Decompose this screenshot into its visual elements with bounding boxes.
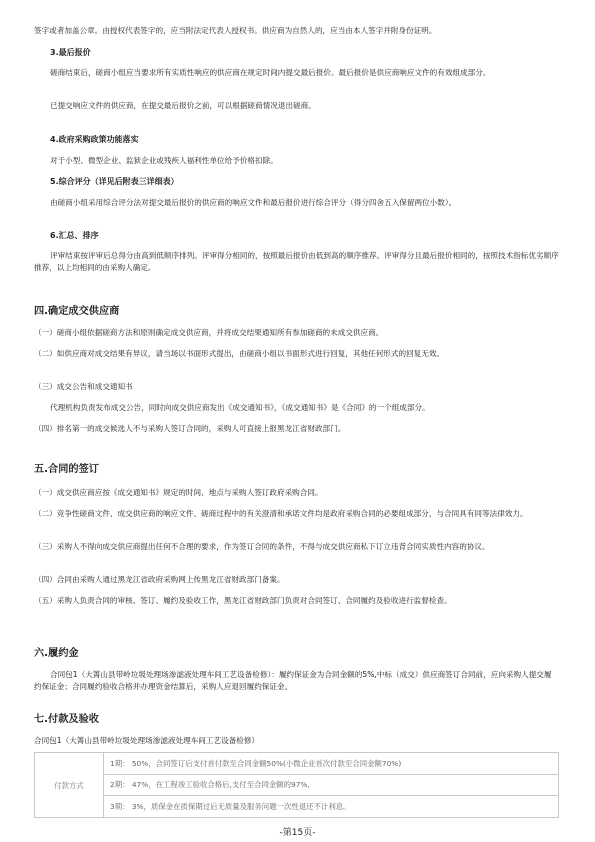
paragraph-5-1: （一）成交供应商应按《成交通知书》规定的时间、地点与采购人签订政府采购合同。	[34, 488, 323, 497]
paragraph-final-quote: 磋商结束后，磋商小组应当要求所有实质性响应的供应商在规定时间内提交最后报价。最后报价是供应商响应文件的有效组成部分。	[50, 68, 491, 77]
payment-term-2: 2期： 47%，在工程竣工验收合格后,支付至合同金额的97%,	[104, 774, 559, 796]
paragraph-withdraw: 已提交响应文件的供应商，在提交最后报价之前，可以根据磋商情况退出磋商。	[50, 101, 316, 110]
paragraph-4-3b: 代理机构负责发布成交公告，同时向成交供应商发出《成交通知书》，《成交通知书》是《合同》的一个组成部分。	[50, 403, 430, 412]
paragraph-5-4: （四）合同由采购人通过黑龙江省政府采购网上传黑龙江省财政部门备案。	[34, 575, 285, 584]
payment-method-label: 付款方式	[35, 753, 104, 818]
section-title-confirm-supplier: 四.确定成交供应商	[34, 306, 120, 317]
subheading-policy: 4.政府采购政策功能落实	[50, 135, 139, 144]
payment-term-3: 3期： 3%，质保金在质保期过后无质量及服务问题一次性退还不计利息。	[104, 796, 559, 818]
paragraph-ranking: 评审结束按评审后总得分由高到低顺序排列。评审得分相同的，按照最后报价由低到高的顺序推荐。评审得分且最后报价相同的，按照技术指标优劣顺序推荐，以上均相同的由采购人确定。	[34, 251, 559, 272]
section-title-performance-bond: 六.履约金	[34, 648, 79, 659]
payment-table	[34, 752, 559, 818]
table-row	[35, 796, 559, 818]
contract-package-label: 合同包1（大箐山县带岭垃圾处理场渗滤液处理车间工艺设备检修）	[34, 736, 260, 745]
paragraph-5-2: （二）竞争性磋商文件、成交供应商的响应文件、磋商过程中的有关澄清和承诺文件均是政府采购合同的必要组成部分，与合同具有同等法律效力。	[34, 509, 528, 518]
paragraph-scoring: 由磋商小组采用综合评分法对提交最后报价的供应商的响应文件和最后报价进行综合评分（得分四舍五入保留两位小数）。	[50, 198, 457, 207]
paragraph-5-5: （五）采购人负责合同的审核、签订、履约及验收工作，黑龙江省财政部门负责对合同签订、合同履约及验收进行监督检查。	[34, 596, 452, 605]
page-number: -第15页-	[279, 828, 316, 838]
subheading-ranking: 6.汇总、排序	[50, 231, 99, 240]
payment-term-1: 1期： 50%，合同签订后支付首付款至合同金额50%(小微企业首次付款至合同金额70%)	[104, 753, 559, 775]
section-title-payment: 七.付款及验收	[34, 714, 99, 725]
table-row	[35, 753, 559, 775]
paragraph-4-2: （二）如供应商对成交结果有异议，请当场以书面形式提出，由磋商小组以书面形式进行回复，其他任何形式的回复无效。	[34, 349, 445, 358]
continuation-line: 签字或者加盖公章。由授权代表签字的，应当附法定代表人授权书。供应商为自然人的，应当由本人签字并附身份证明。	[34, 26, 437, 35]
subheading-scoring: 5.综合评分（详见后附表三详细表）	[50, 177, 179, 186]
paragraph-performance-bond: 合同包1（大箐山县带岭垃圾处理场渗滤液处理车间工艺设备检修）：履约保证金为合同金额的5%,中标（成交）供应商签订合同前，应向采购人提交履约保证金；合同履约验收合格并办理资金结算后，采购人应退回履约保证金。	[34, 670, 552, 691]
subheading-final-quote: 3.最后报价	[50, 48, 91, 57]
paragraph-4-4: （四）排名第一的成交候选人不与采购人签订合同的，采购人可直接上报黑龙江省财政部门。	[34, 424, 346, 433]
paragraph-4-3: （三）成交公告和成交通知书	[34, 382, 133, 391]
paragraph-4-1: （一）磋商小组依据磋商方法和原则确定成交供应商，并将成交结果通知所有参加磋商的未成交供应商。	[34, 328, 384, 337]
paragraph-policy: 对于小型、微型企业、监狱企业或残疾人福利性单位给予价格扣除。	[50, 156, 278, 165]
table-row	[35, 774, 559, 796]
paragraph-5-3: （三）采购人不得向成交供应商提出任何不合理的要求，作为签订合同的条件，不得与成交供应商私下订立违背合同实质性内容的协议。	[34, 542, 490, 551]
section-title-contract: 五.合同的签订	[34, 464, 99, 475]
